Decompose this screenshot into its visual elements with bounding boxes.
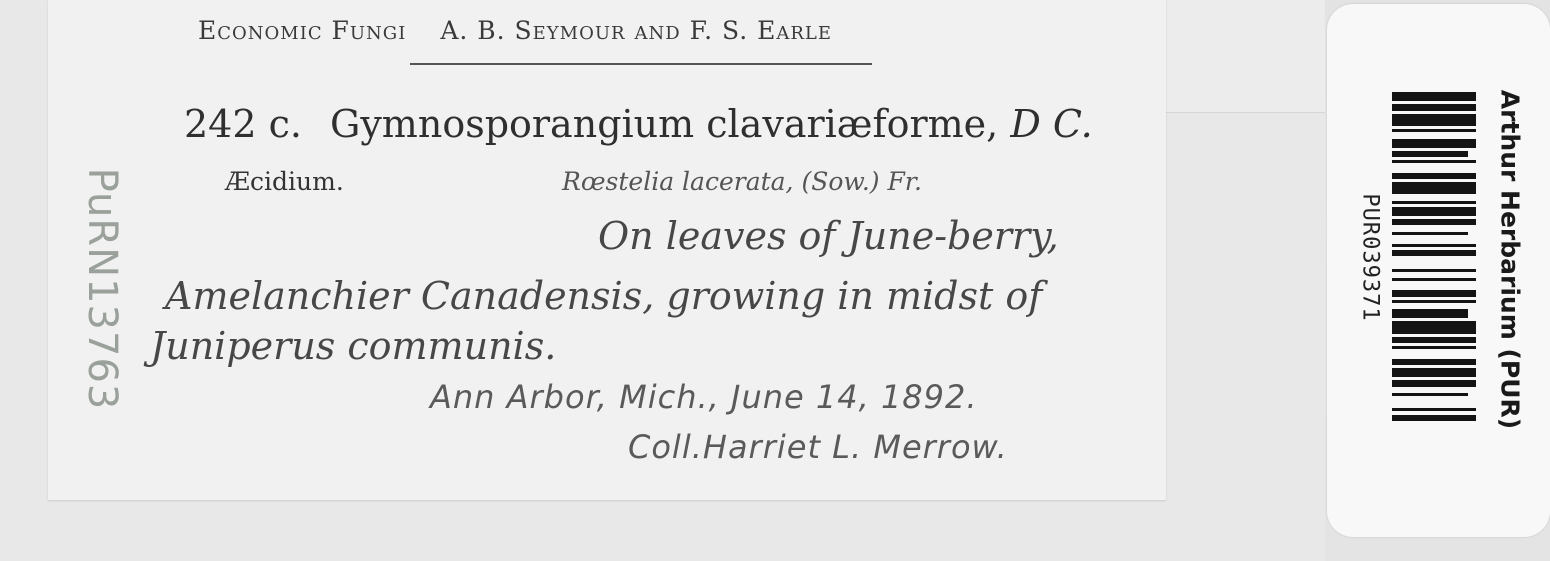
barcode-bar (1392, 309, 1468, 318)
barcode-bar (1392, 160, 1476, 163)
barcode-bar (1392, 114, 1476, 126)
barcode-bar (1392, 380, 1476, 386)
locality-date: Ann Arbor, Mich., June 14, 1892. (430, 378, 978, 416)
species-line (184, 102, 1093, 146)
species-authority: D C. (1010, 102, 1093, 146)
barcode-bar (1392, 408, 1476, 411)
barcode-bar (1392, 173, 1476, 179)
barcode-bar (1392, 393, 1468, 396)
barcode-bar (1392, 359, 1476, 365)
barcode-bar (1392, 139, 1476, 148)
header-rule (410, 63, 872, 65)
barcode-bar (1392, 244, 1476, 247)
barcode-bar (1392, 207, 1476, 216)
species-name: Gymnosporangium clavariæforme, (329, 102, 999, 146)
spore-stage: Æcidium. (225, 167, 344, 196)
barcode-bar (1392, 201, 1476, 204)
barcode-bar (1392, 182, 1476, 194)
barcode (1392, 92, 1476, 430)
pencil-annotation (70, 138, 134, 434)
packet-flap (1165, 0, 1325, 113)
herbarium-name-text: Arthur Herbarium (PUR) (1495, 89, 1525, 430)
barcode-bar (1392, 346, 1476, 349)
pencil-accession-number: PuRN13763 (79, 167, 125, 411)
specimen-id (1340, 175, 1400, 345)
barcode-bar (1392, 290, 1476, 296)
barcode-bar (1392, 129, 1476, 132)
series-title: Economic Fungi (198, 16, 407, 45)
exsiccata-number: 242 c. (184, 102, 302, 146)
barcode-bar (1392, 321, 1476, 333)
barcode-bar (1392, 219, 1476, 225)
collector: Coll.Harriet L. Merrow. (628, 428, 1008, 466)
barcode-bar (1392, 92, 1476, 101)
synonym: Rœstelia lacerata, (Sow.) Fr. (562, 167, 922, 196)
barcode-bar (1392, 368, 1476, 377)
barcode-bar (1392, 104, 1476, 110)
barcode-bar (1392, 151, 1468, 157)
barcode-bar (1392, 232, 1468, 235)
barcode-bar (1392, 415, 1476, 421)
host-line-3: Juniperus communis. (150, 324, 557, 368)
barcode-bar (1392, 300, 1476, 303)
barcode-bar (1392, 278, 1476, 281)
host-line-1: On leaves of June-berry, (598, 214, 1059, 258)
specimen-id-text: PUR039371 (1357, 193, 1383, 322)
barcode-bar (1392, 269, 1476, 272)
barcode-bar (1392, 337, 1476, 343)
host-line-2: Amelanchier Canadensis, growing in midst of (165, 274, 1043, 318)
barcode-bar (1392, 250, 1476, 256)
series-authors: A. B. Seymour and F. S. Earle (440, 16, 833, 45)
herbarium-name (1480, 80, 1540, 440)
label-header (198, 16, 1048, 45)
